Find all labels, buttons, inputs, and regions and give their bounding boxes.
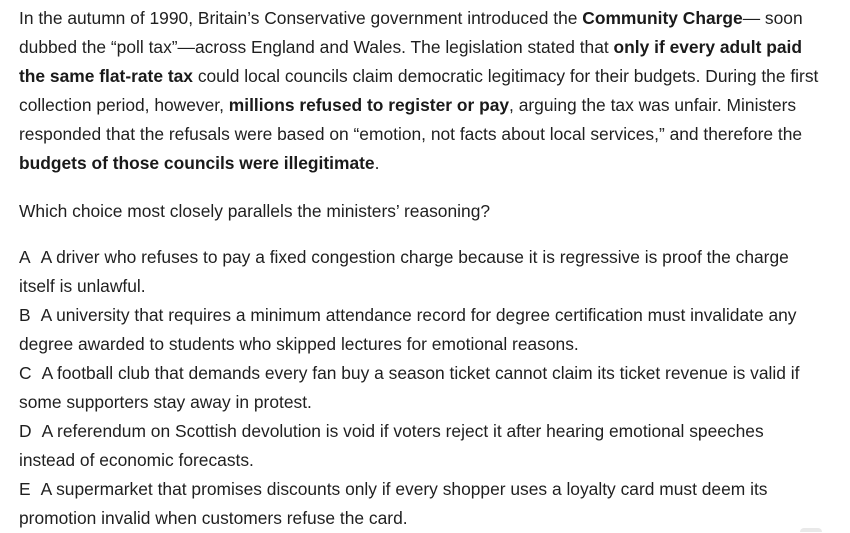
choice-letter: A: [19, 247, 31, 267]
passage-emphasis: only if every adult paid the same flat-rate tax: [19, 37, 802, 86]
choice-text: A university that requires a minimum attendance record for degree certification must invalidate any degree awarded to students who skipped lectures for emotional reasons.: [19, 305, 797, 354]
choice-text: A referendum on Scottish devolution is void if voters reject it after hearing emotional speeches instead of economic forecasts.: [19, 421, 764, 470]
answer-choice-c[interactable]: [19, 359, 819, 417]
answer-choices: [19, 243, 819, 533]
answer-choice-d[interactable]: [19, 417, 819, 475]
question-stem: Which choice most closely parallels the ministers’ reasoning?: [19, 201, 491, 221]
scroll-indicator: [800, 528, 822, 532]
passage-text: — soon dubbed the “poll tax”—across England and Wales. The legislation stated that: [19, 8, 803, 57]
choice-text: A football club that demands every fan buy a season ticket cannot claim its ticket revenue is valid if some supporters stay away in protest.: [19, 363, 800, 412]
choice-letter: C: [19, 363, 32, 383]
passage-emphasis: Community Charge: [582, 8, 743, 28]
choice-text: A supermarket that promises discounts only if every shopper uses a loyalty card must deem its promotion invalid when customers refuse the card.: [19, 479, 768, 528]
passage-text: In the autumn of 1990, Britain’s Conservative government introduced the: [19, 8, 583, 28]
choice-letter: B: [19, 305, 31, 325]
passage-text: could local councils claim democratic legitimacy for their budgets. During the first collection period, however,: [19, 66, 819, 115]
passage: [19, 4, 819, 178]
choice-text: A driver who refuses to pay a fixed congestion charge because it is regressive is proof the charge itself is unlawful.: [19, 247, 789, 296]
answer-choice-b[interactable]: [19, 301, 819, 359]
passage-emphasis: millions refused to register or pay: [228, 95, 510, 115]
question-content: [19, 4, 819, 533]
passage-text: , arguing the tax was unfair. Ministers responded that the refusals were based on “emotion, not facts about local services,” and therefore the: [19, 95, 803, 144]
passage-emphasis: budgets of those councils were illegitimate: [19, 153, 375, 173]
answer-choice-e[interactable]: [19, 475, 819, 533]
choice-letter: E: [19, 479, 31, 499]
answer-choice-a[interactable]: [19, 243, 819, 301]
choice-letter: D: [19, 421, 32, 441]
passage-text: .: [374, 153, 380, 173]
